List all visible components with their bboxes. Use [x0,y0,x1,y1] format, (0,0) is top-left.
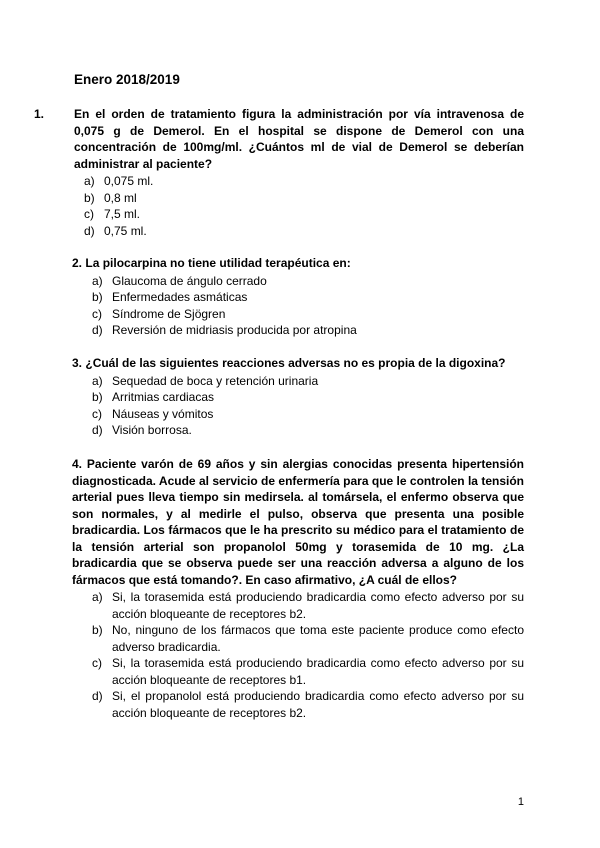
option-letter: b) [92,623,103,637]
option-letter: b) [92,390,103,404]
option-4d [92,688,524,721]
option-1b [84,190,524,207]
option-letter: d) [92,323,103,337]
page-number: 1 [517,796,524,808]
question-3-stem: ¿Cuál de las siguientes reacciones adversas no es propia de la digoxina? [85,356,506,370]
question-1-number: 1. [34,107,45,121]
question-1 [34,106,524,239]
question-4-stem: Paciente varón de 69 años y sin alergias conocidas presenta hipertensión diagnosticada. Acude al servicio de enfermería para que le controlen la tensión arterial pues lleva tiempo sin medirsela. al tomársela, el enfermo observa que son normales, y al medirle el pulso, observa que presenta una posible bradicardia. Los fármacos que le ha prescrito su médico para el tratamiento de la tensión arterial son propanolol 50mg y torasemida de 10 mg. ¿La bradicardia que se observa puede ser una reacción adversa a alguno de los fármacos que está tomando?. En caso afirmativo, ¿A cuál de ellos? [72,457,524,587]
question-3-text [72,355,524,372]
option-letter: a) [92,373,103,388]
option-text: Reversión de midriasis producida por atropina [112,323,357,337]
question-2-options [92,273,524,339]
option-3a [92,373,524,390]
option-text: Náuseas y vómitos [112,406,214,421]
option-letter: c) [92,656,102,670]
option-text: Glaucoma de ángulo cerrado [112,273,267,288]
option-letter: d) [84,223,95,238]
question-3-options [92,373,524,439]
option-text: Arritmias cardiacas [112,390,215,404]
option-letter: c) [92,306,102,321]
option-text: Si, el propanolol está produciendo bradicardia como efecto adverso por su acción bloqueante de receptores b2. [112,689,524,720]
option-3b [92,389,524,406]
option-letter: d) [92,689,103,703]
option-4b [92,622,524,655]
question-4-options [92,589,524,721]
option-2a [92,273,524,290]
option-text: Si, la torasemida está produciendo bradicardia como efecto adverso por su acción bloqueante de receptores b2. [112,590,524,621]
option-letter: c) [92,406,102,421]
option-1a [84,173,524,190]
option-text: Sequedad de boca y retención urinaria [112,373,319,388]
question-2-text [72,255,524,272]
option-letter: a) [84,174,95,188]
option-text: Enfermedades asmáticas [112,290,248,304]
option-text: Visión borrosa. [112,423,192,437]
option-2c [92,306,524,323]
question-4-number: 4. [72,457,83,471]
option-text: 7,5 ml. [104,207,141,221]
option-letter: c) [84,207,94,221]
option-letter: a) [92,590,103,604]
question-1-stem: En el orden de tratamiento figura la administración por vía intravenosa de 0,075 g de Demerol. En el hospital se dispone de Demerol con una concentración de 100mg/ml. ¿Cuántos ml de vial de Demerol se deberían administrar al paciente? [74,107,524,171]
question-2-number: 2. [72,256,83,270]
option-letter: b) [84,190,95,205]
option-4a [92,589,524,622]
option-3c [92,406,524,423]
option-2d [92,322,524,339]
question-3-number: 3. [72,356,83,370]
option-letter: a) [92,273,103,288]
option-text: Si, la torasemida está produciendo bradicardia como efecto adverso por su acción bloqueante de receptores b1. [112,656,524,687]
option-text: No, ninguno de los fármacos que toma este paciente produce como efecto adverso bradicardia. [112,623,524,654]
option-4c [92,655,524,688]
question-2 [72,255,524,339]
option-text: 0,75 ml. [104,223,147,238]
option-1c [84,206,524,223]
option-text: 0,8 ml [104,190,137,205]
page-heading: Enero 2018/2019 [74,72,180,87]
question-2-stem: La pilocarpina no tiene utilidad terapéutica en: [85,256,351,270]
option-1d [84,223,524,240]
option-text: 0,075 ml. [104,174,154,188]
question-1-text [34,106,524,172]
option-text: Síndrome de Sjögren [112,306,226,321]
option-2b [92,289,524,306]
question-3 [72,355,524,439]
option-letter: b) [92,290,103,304]
option-3d [92,422,524,439]
option-letter: d) [92,423,103,437]
question-1-options [84,173,524,239]
question-4 [72,456,524,721]
question-4-text [72,456,524,588]
